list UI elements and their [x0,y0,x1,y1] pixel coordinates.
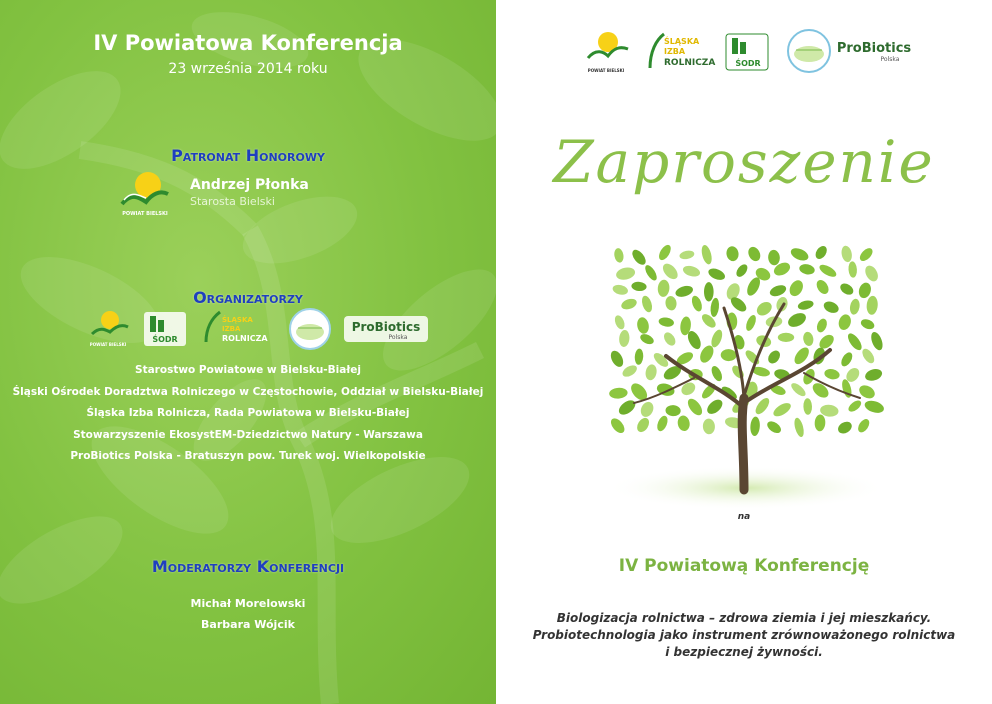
leaf-shape [734,262,749,279]
right-conference-title: IV Powiatową Konferencję [618,556,870,576]
patronat-heading: Patronat Honorowy [171,146,325,165]
leaf-shape [814,414,825,431]
moderators-list [0,593,496,635]
leaf-shape [814,278,831,296]
leaf-shape [793,417,806,438]
leaf-shape [657,243,673,262]
leaf-shape [635,416,652,434]
leaf-shape [810,380,831,400]
svg-text:POWIAT BIELSKI: POWIAT BIELSKI [89,342,127,347]
svg-text:ŚLĄSKA: ŚLĄSKA [664,37,700,46]
leaf-shape [707,266,727,282]
conference-description [496,610,992,661]
leaf-shape [655,414,669,432]
leaf-shape [754,299,774,318]
leaf-shape [674,284,694,299]
leaf-shape [822,299,840,315]
leaf-shape [849,298,861,315]
leaf-shape [662,330,678,347]
leaf-shape [787,278,806,299]
leaf-shape [725,245,739,262]
leaf-shape [775,296,789,313]
leaf-shape [616,397,638,417]
leaf-shape [818,262,839,279]
leaf-shape [771,400,793,419]
leaf-shape [869,330,885,351]
leaf-shape [866,295,879,315]
na-text: na [737,512,751,522]
svg-text:ŚLĄSKA: ŚLĄSKA [222,316,253,324]
leaf-shape [704,282,714,301]
moderators-heading: Moderatorzy Konferencji [151,557,345,576]
leaf-shape [657,279,670,297]
leaf-shape [682,264,702,278]
leaf-shape [608,349,625,369]
leaf-shape [700,244,714,265]
leaf-shape [665,295,678,311]
leaf-shape [608,416,627,436]
leaf-shape [613,314,626,331]
leaf-shape [702,418,715,434]
leaf-shape [768,249,781,265]
sodr-logo [726,34,768,70]
patron-role: Starosta Bielski [190,195,275,208]
organizers-list [0,360,496,468]
leaf-shape [643,263,659,282]
leaf-shape [864,367,884,383]
description-line: i bezpiecznej żywności. [665,645,823,659]
leaf-shape [838,281,855,297]
svg-text:Polska: Polska [880,56,900,63]
leaf-shape [858,246,875,263]
leaf-shape [634,348,644,365]
invitation-title: Zaproszenie [553,128,935,196]
conference-title: IV Powiatowa Konferencja [93,31,403,55]
leaf-shape [815,317,829,334]
organizer-item: Śląski Ośrodek Doradztwa Rolniczego w Częstochowie, Oddział w Bielsku-Białej [12,385,484,398]
svg-text:ROLNICZA: ROLNICZA [664,58,716,68]
leaf-shape [753,396,772,417]
leaf-shape [730,364,746,381]
leaf-shape [630,247,649,267]
description-line: Probiotechnologia jako instrument zrównoważonego rolnictwa [532,628,956,642]
svg-text:ProBiotics: ProBiotics [351,320,421,334]
leaf-shape [863,399,885,415]
leaf-shape [679,249,695,260]
leaf-shape [658,316,675,327]
leaf-shape [848,261,858,278]
slaska-izba-rolnicza-logo [650,34,715,68]
leaf-shape [640,295,654,314]
leaf-shape [631,281,647,291]
leaf-shape [813,244,829,261]
leaf-shape [847,398,864,413]
leaf-shape [710,297,720,317]
leaf-shape [621,363,639,379]
right-panel [496,0,992,704]
leaf-shape [709,328,724,349]
probiotics-logo [837,41,912,63]
leaf-shape [746,245,763,263]
leaf-shape [638,400,655,419]
svg-text:POWIAT BIELSKI: POWIAT BIELSKI [587,68,625,73]
leaf-shape [615,266,636,282]
patron-name: Andrzej Płonka [190,177,309,193]
svg-text:IZBA: IZBA [222,325,241,333]
organizer-item: Starostwo Powiatowe w Bielsku-Białej [135,364,361,376]
powiat-logo-small [588,32,628,73]
leaf-shape [837,313,853,332]
leaf-shape [863,263,881,283]
organizer-item: ProBiotics Polska - Bratuszyn pow. Turek woj. Wielkopolskie [70,450,426,463]
leaf-shape [750,416,761,436]
leaf-shape [709,364,724,382]
leaf-shape [660,261,680,282]
leaf-shape [823,368,840,381]
leaf-shape [845,331,864,352]
probiotics-logo [344,316,428,342]
powiat-logo-small [90,311,128,347]
leaf-shape [665,405,681,417]
leaf-shape [802,331,814,347]
svg-text:IZBA: IZBA [664,47,686,56]
leaf-shape [609,387,628,399]
leaf-shape [803,398,812,415]
leaf-shape [859,317,875,331]
organizer-item: Stowarzyszenie EkosystEM-Dziedzictwo Natury - Warszawa [73,428,423,441]
powiat-bielski-logo [118,168,172,218]
leaf-shape [612,283,629,296]
leaf-shape [789,246,810,263]
organizer-item: Śląska Izba Rolnicza, Rada Powiatowa w Bielsku-Białej [86,407,410,420]
ekosystem-logo [788,30,830,72]
leaf-shape [839,351,854,369]
leaf-shape [768,283,787,298]
leaf-shape [840,245,853,263]
leaf-shape [618,330,630,348]
moderator-item: Michał Morelowski [190,597,306,610]
leaf-shape [620,297,638,311]
leaf-shape [836,419,854,435]
leaf-shape [685,396,705,417]
leaf-shape [679,380,698,398]
conference-date: 23 września 2014 roku [168,61,328,77]
organizer-logos-row [88,306,428,352]
sodr-logo [144,312,186,346]
svg-text:ROLNICZA: ROLNICZA [222,334,268,343]
svg-text:ŚODR: ŚODR [152,335,178,344]
leaf-shape [766,348,783,365]
ekosystem-logo [290,309,330,349]
leaf-shape [786,310,808,329]
leaf-shape [778,333,794,342]
organizers-heading: Organizatorzy [193,288,303,307]
leaf-shape [765,419,783,436]
slaska-izba-rolnicza-logo [206,312,268,343]
leaf-shape [613,247,624,263]
leaf-shape [677,415,691,432]
leaf-shape [720,349,736,362]
leaf-shape [744,314,758,333]
leaf-shape [797,299,815,311]
svg-text:ŚODR: ŚODR [735,59,761,68]
leaf-shape [636,316,650,334]
description-line: Biologizacja rolnictwa – zdrowa ziemia i jej mieszkańcy. [556,611,932,625]
svg-text:ProBiotics: ProBiotics [836,41,912,56]
partner-logos-row [584,26,924,76]
leaf-shape [705,397,726,417]
powiat-logo-caption: POWIAT BIELSKI [122,211,168,217]
leaf-shape [856,417,872,434]
leaf-shape [798,263,815,276]
leaf-shape [644,363,658,381]
leaf-shape [690,294,704,312]
leaf-shape [639,332,656,346]
moderator-item: Barbara Wójcik [201,618,295,631]
svg-text:Polska: Polska [388,334,408,341]
leaf-shape [860,347,877,366]
tree-illustration [594,238,894,518]
